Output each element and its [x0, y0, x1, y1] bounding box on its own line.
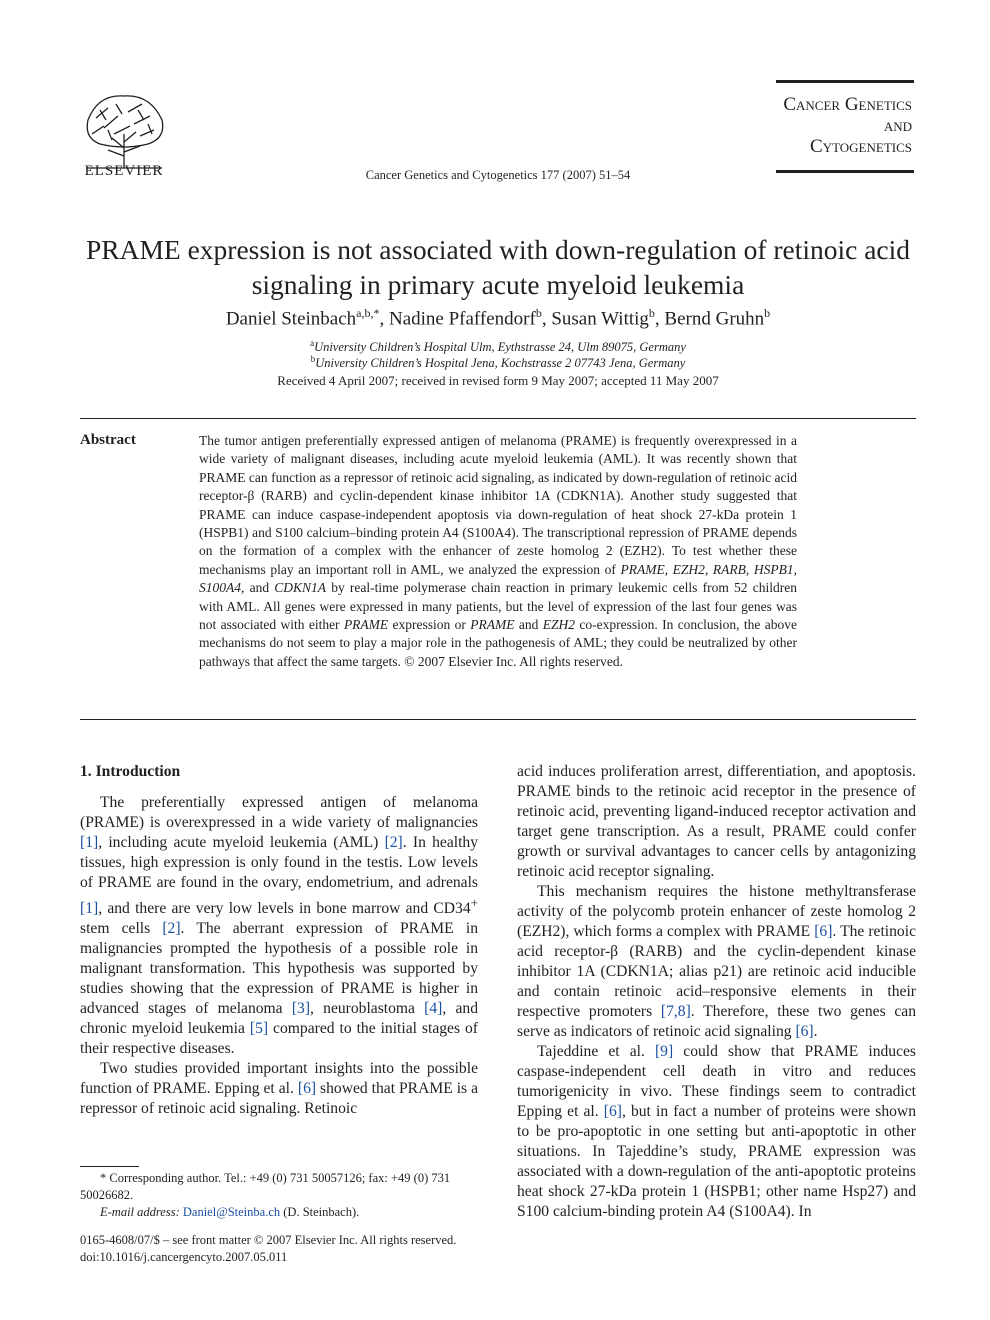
body-paragraph	[80, 793, 478, 1059]
text-run: ,	[745, 561, 754, 577]
text-run: , including acute myeloid leukemia (AML)	[98, 834, 385, 851]
citation-link[interactable]: [6]	[814, 923, 833, 940]
citation-link[interactable]: [4]	[424, 1000, 443, 1018]
author-name: Daniel Steinbach	[225, 308, 357, 330]
text-run: .	[813, 1023, 818, 1040]
body-column-right	[517, 762, 916, 1222]
text-run: , and chronic myeloid leukemia	[80, 1000, 478, 1038]
text-run: The preferentially expressed antigen of melanoma (PRAME) is overexpressed in a wide variety of malignancies	[80, 794, 478, 831]
elsevier-logo-text: ELSEVIER	[84, 163, 164, 179]
author-affiliation-marker: a,b,*	[356, 306, 380, 320]
text-run: This mechanism requires the histone methyltransferase activity of the polycomb protein enhancer of zeste homolog 2 (EZH2), which forms a complex with PRAME	[517, 883, 916, 940]
abstract-label: Abstract	[80, 432, 136, 448]
citation-link[interactable]: [6]	[795, 1023, 814, 1040]
divider-bottom	[80, 719, 916, 720]
email-label: E-mail address:	[100, 1205, 180, 1219]
citation-link[interactable]: [6]	[603, 1103, 622, 1120]
body-paragraph	[517, 762, 916, 882]
email-suffix: (D. Steinbach).	[280, 1205, 360, 1219]
text-run: could show that PRAME induces caspase-independent cell death in vitro and reduces tumorigenicity in vivo. These findings seem to contradict Epping et al.	[517, 1043, 916, 1120]
article-dates: Received 4 April 2007; received in revised form 9 May 2007; accepted 11 May 2007	[277, 373, 719, 388]
body-column-left	[80, 762, 478, 1119]
journal-title-line: Cancer Genetics	[783, 94, 912, 115]
affiliation-text: University Children’s Hospital Jena, Kochstrasse 2 07743 Jena, Germany	[315, 356, 686, 371]
citation-link[interactable]: [2]	[384, 834, 403, 851]
author-name: Susan Wittig	[551, 308, 649, 330]
citation-link[interactable]: [5]	[249, 1020, 269, 1038]
citation-link[interactable]: [6]	[297, 1080, 317, 1098]
gene-name: EZH2	[672, 561, 705, 577]
text-run: ,	[793, 561, 798, 577]
journal-title-block	[776, 80, 914, 176]
gene-name: PRAME	[620, 561, 665, 577]
citation-link[interactable]: [1]	[80, 834, 99, 851]
footnote-rule	[80, 1166, 139, 1167]
journal-title-line: Cytogenetics	[810, 136, 912, 157]
journal-citation: Cancer Genetics and Cytogenetics 177 (2007) 51–54	[365, 168, 631, 182]
section-heading: 1. Introduction	[80, 763, 181, 780]
text-run: acid induces proliferation arrest, differentiation, and apoptosis. PRAME binds to the retinoic acid receptor in the presence of retinoic acid, preventing ligand-induced receptor activation and target gene transcription. As a result, PRAME could confer growth or survival advantages to cancer cells by antagonizing retinoic acid receptor signaling.	[517, 763, 916, 880]
text-run: , but in fact a number of proteins were shown to be pro-apoptotic in one setting but anti-apoptotic in other situations. In Tajeddine’s study, PRAME expression was associated with a down-regulation of the anti-apoptotic proteins heat shock 27-kDa protein 1 (HSPB1; other name Hsp27) and S100 calcium-binding protein A4 (S100A4). In	[517, 1103, 916, 1220]
gene-name: HSPB1	[753, 561, 794, 577]
body-paragraph	[517, 1042, 916, 1222]
citation-link[interactable]: [3]	[291, 1000, 311, 1018]
affiliation-text: University Children’s Hospital Ulm, Eythstrasse 24, Ulm 89075, Germany	[314, 340, 686, 355]
gene-name: PRAME	[343, 617, 389, 633]
corresponding-author-note: * Corresponding author. Tel.: +49 (0) 731 50057126; fax: +49 (0) 731 50026682.	[80, 1171, 451, 1202]
footnote	[80, 1170, 478, 1221]
text-run: and	[514, 617, 543, 633]
citation-link[interactable]: [1]	[80, 900, 99, 918]
text-run: expression or	[388, 617, 471, 633]
gene-name: RARB	[712, 561, 746, 577]
left-paragraphs	[80, 793, 478, 1119]
journal-title-rule-top	[776, 80, 914, 83]
text-run: . Therefore, these two genes can serve as indicators of retinoic acid signaling	[517, 1003, 917, 1040]
author-affiliation-marker: b	[535, 306, 542, 320]
text-run: by real-time polymerase chain reaction in primary leukemic cells from 52 children with AML. All genes were expressed in many patients, but the level of expression of the last four genes was not associated with either	[199, 580, 797, 633]
text-run: showed that PRAME is a repressor of retinoic acid signaling. Retinoic	[80, 1080, 478, 1118]
affiliation-marker: a	[310, 338, 315, 348]
author-name: Nadine Pfaffendorf	[388, 308, 536, 330]
affiliation-marker: b	[310, 354, 316, 364]
author-affiliation-marker: b	[764, 306, 771, 320]
body-paragraph	[80, 1059, 478, 1119]
abstract-text	[199, 432, 797, 671]
text-run: Tajeddine et al.	[537, 1043, 655, 1060]
text-run: ,	[664, 561, 673, 577]
text-run: . The aberrant expression of PRAME in malignancies prompted the hypothesis of a possible role in malignant transformation. This hypothesis was supported by studies showing that the expression of PRAME is higher in advanced stages of melanoma	[80, 920, 478, 1018]
text-run: ,	[704, 561, 713, 577]
email-note	[80, 1204, 478, 1221]
text-run: , and there are very low levels in bone marrow and CD34	[98, 900, 471, 918]
gene-name: EZH2	[542, 617, 575, 633]
gene-name: PRAME	[470, 617, 515, 633]
citation-link[interactable]: [7,8]	[660, 1003, 691, 1020]
author-list: Daniel Steinbach$^{a,b,*}$, Nadine Pfaffendorf$^b$, Susan Wittig$^b$, Bernd Gruhn$^b$	[225, 306, 771, 330]
issn-line: 0165-4608/07/$ – see front matter © 2007 Elsevier Inc. All rights reserved.	[80, 1233, 457, 1247]
citation-link[interactable]: [2]	[162, 920, 181, 938]
affiliation-b	[60, 354, 936, 371]
text-run: . The retinoic acid receptor-β (RARB) and the cyclin-dependent kinase inhibitor 1A (CDKN1A; alias p21) are retinoic acid inducible and contain retinoic acid–responsive elements in their respective promoters	[517, 923, 916, 1020]
journal-title-rule-bottom	[776, 170, 914, 173]
body-paragraph	[517, 882, 916, 1042]
text-run: Two studies provided important insights into the possible function of PRAME. Epping et al.	[80, 1060, 478, 1098]
page-footer	[80, 1232, 500, 1266]
author-affiliation-marker: b	[648, 306, 655, 320]
gene-name: S100A4	[199, 580, 241, 596]
author-name: Bernd Gruhn	[664, 308, 765, 330]
text-run: The tumor antigen preferentially expressed antigen of melanoma (PRAME) is frequently overexpressed in a wide variety of malignant diseases, including acute myeloid leukemia (AML). It was recently shown that PRAME can function as a repressor of retinoic acid signaling, as indicated by down-regulation of retinoic acid receptor-β (RARB) and cyclin-dependent kinase inhibitor 1A (CDKN1A). Another study suggested that PRAME can induce caspase-independent apoptosis via down-regulation of heat shock 27-kDa protein 1 (HSPB1) and S100 calcium–binding protein A4 (S100A4). The transcriptional repression of PRAME depends on the formation of a complex with the enhancer of zeste homolog 2 (EZH2). To test whether these mechanisms play an important roll in AML, we analyzed the expression of	[199, 433, 797, 577]
text-run: . In healthy tissues, high expression is only found in the testis. Low levels of PRAME are found in the ovary, endometrium, and adrenals	[80, 834, 478, 891]
gene-name: CDKN1A	[274, 580, 327, 596]
divider-top	[80, 418, 916, 419]
text-run: , neuroblastoma	[310, 1000, 425, 1018]
citation-link[interactable]: [9]	[654, 1043, 674, 1060]
affiliation-a	[60, 338, 936, 355]
text-run: stem cells	[80, 920, 163, 938]
article-title: PRAME expression is not associated with down-regulation of retinoic acid signaling in primary acute myeloid leukemia	[85, 234, 911, 300]
journal-title-line: and	[883, 115, 912, 136]
superscript: +	[470, 895, 478, 910]
doi-line: doi:10.1016/j.cancergencyto.2007.05.011	[80, 1250, 288, 1264]
text-run: compared to the initial stages of their respective diseases.	[80, 1020, 478, 1058]
text-run: , and	[241, 580, 275, 596]
text-run: co-expression. In conclusion, the above mechanisms do not seem to play a major role in the pathogenesis of AML; they could be neutralized by other pathways that affect the same targets. © 2007 Elsevier Inc. All rights reserved.	[199, 617, 798, 669]
email-link[interactable]: Daniel@Steinba.ch	[182, 1205, 281, 1219]
